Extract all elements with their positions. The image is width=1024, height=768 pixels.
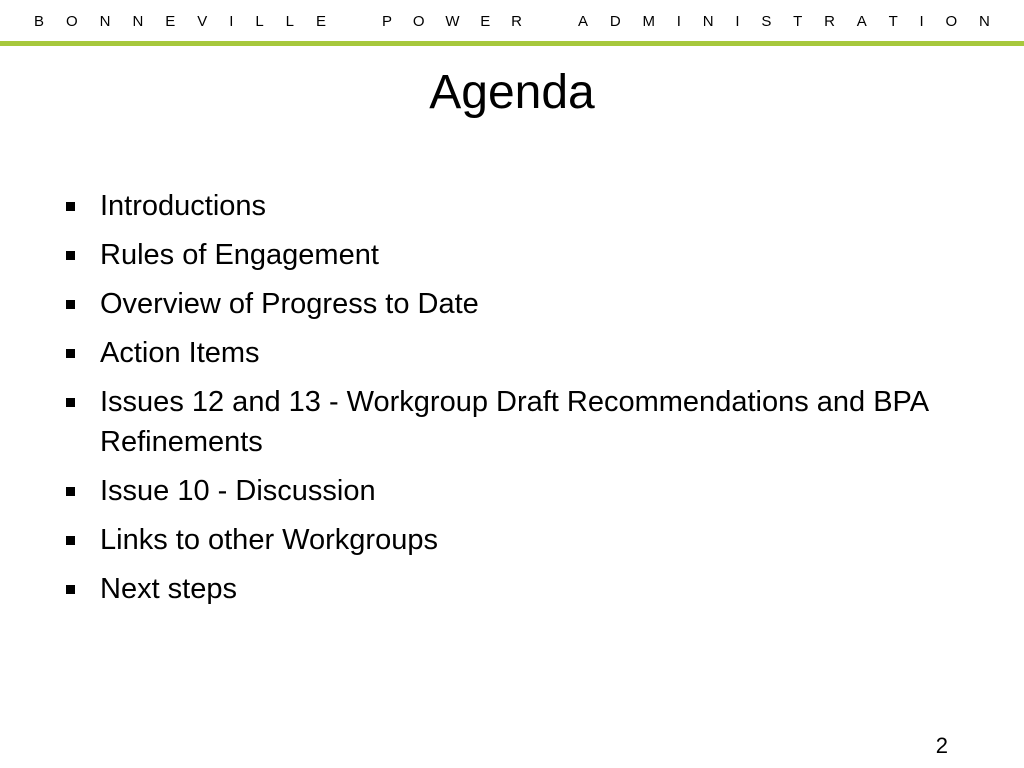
org-name-letter: T (888, 13, 898, 30)
org-name-letter: N (978, 13, 990, 30)
org-name-letter: S (761, 13, 772, 30)
org-name-letter: N (132, 13, 144, 30)
organization-header (0, 0, 1024, 44)
org-name-letter: D (609, 13, 621, 30)
org-name-letter: O (65, 13, 78, 30)
org-name-letter: I (735, 13, 740, 30)
header-rule (0, 41, 1024, 46)
square-bullet-icon (66, 585, 75, 594)
org-name-letter: I (676, 13, 681, 30)
agenda-item-progress-overview (62, 284, 962, 324)
square-bullet-icon (66, 300, 75, 309)
org-name-letter: M (642, 13, 655, 30)
agenda-item-text: Introductions (100, 190, 267, 222)
org-name-letter: I (229, 13, 234, 30)
org-name-letter: E (165, 13, 176, 30)
agenda-item-next-steps (62, 569, 962, 609)
agenda-item-rules-of-engagement (62, 235, 962, 275)
org-name-letter: R (511, 13, 522, 30)
org-name-letter: E (315, 13, 326, 30)
agenda-item-issue-10 (62, 471, 962, 511)
agenda-list (62, 186, 962, 618)
org-word-administration (578, 13, 990, 31)
agenda-item-issues-12-13 (62, 382, 962, 462)
square-bullet-icon (66, 251, 75, 260)
org-name-letter: L (255, 13, 264, 30)
org-name-letter: A (856, 13, 867, 30)
org-name-letter: E (480, 13, 491, 30)
org-name-letter: R (824, 13, 835, 30)
org-name-letter: I (919, 13, 924, 30)
agenda-item-text: Overview of Progress to Date (100, 288, 479, 320)
slide-title: Agenda (429, 66, 595, 119)
org-name-letter: O (412, 13, 425, 30)
organization-name (34, 13, 990, 31)
org-name-letter: B (34, 13, 45, 30)
agenda-item-text: Action Items (100, 337, 260, 369)
org-word-bonneville (34, 13, 326, 31)
agenda-item-introductions (62, 186, 962, 226)
org-name-letter: O (945, 13, 958, 30)
org-name-letter: N (99, 13, 111, 30)
org-name-letter: P (382, 13, 393, 30)
org-name-letter: W (445, 13, 460, 30)
square-bullet-icon (66, 202, 75, 211)
square-bullet-icon (66, 536, 75, 545)
square-bullet-icon (66, 487, 75, 496)
org-name-letter: T (793, 13, 803, 30)
agenda-item-text: Next steps (100, 573, 237, 605)
org-name-letter: N (702, 13, 714, 30)
org-word-power (382, 13, 522, 31)
page-number: 2 (935, 733, 948, 758)
agenda-item-text: Issue 10 - Discussion (100, 475, 376, 507)
agenda-item-text: Rules of Engagement (100, 239, 379, 271)
agenda-item-text: Links to other Workgroups (100, 524, 438, 556)
org-name-letter: L (285, 13, 295, 30)
agenda-item-workgroup-links (62, 520, 962, 560)
org-name-letter: V (197, 13, 208, 30)
square-bullet-icon (66, 398, 75, 407)
square-bullet-icon (66, 349, 75, 358)
org-name-letter: A (578, 13, 589, 30)
agenda-item-text: Issues 12 and 13 - Workgroup Draft Recommendations and BPA Refinements (100, 386, 928, 458)
agenda-item-action-items (62, 333, 962, 373)
